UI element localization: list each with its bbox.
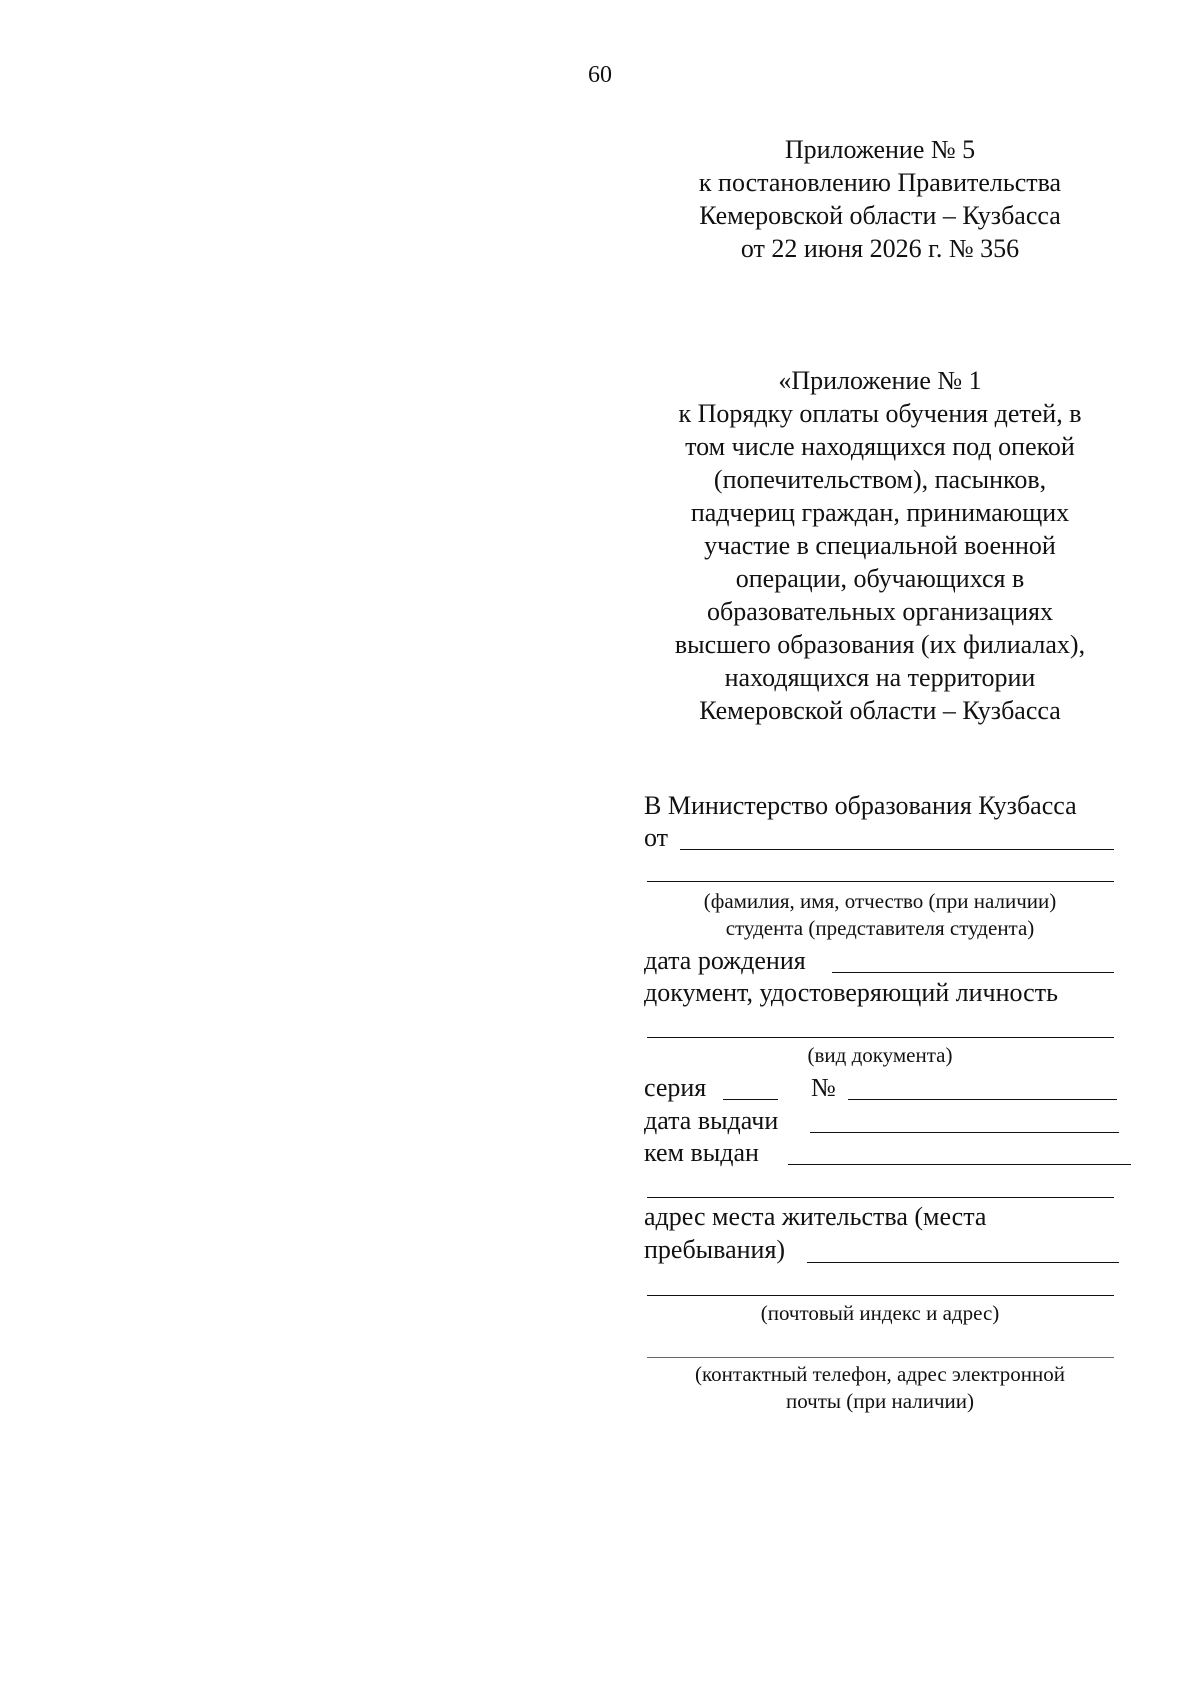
doc-type-caption: (вид документа) (807, 1043, 953, 1067)
annex-ref-line: Кемеровской области – Кузбасса (699, 696, 1061, 725)
annex-ref-line: падчериц граждан, принимающих (690, 498, 1070, 527)
id-document-label: документ, удостоверяющий личность (644, 978, 1058, 1007)
contact-caption-line: (контактный телефон, адрес электронной (695, 1362, 1065, 1386)
birth-date-label: дата рождения (644, 946, 806, 975)
name-caption (645, 888, 1115, 942)
annex-ref-line: том числе находящихся под опекой (685, 432, 1075, 461)
annex-title: Приложение № 5 (784, 135, 976, 164)
annex-ref-line: операции, обучающихся в (735, 564, 1025, 593)
name-caption-line: (фамилия, имя, отчество (при наличии) (703, 889, 1057, 913)
annex-reference (640, 364, 1120, 727)
name-caption-line: студента (представителя студента) (725, 916, 1035, 940)
page-number: 60 (588, 62, 612, 88)
issued-by-field[interactable] (788, 1164, 1131, 1165)
series-field[interactable] (723, 1099, 778, 1100)
issued-by-label: кем выдан (644, 1138, 759, 1167)
annex-ref-line: (попечительством), пасынков, (713, 465, 1047, 494)
number-field[interactable] (848, 1099, 1117, 1100)
issued-by-continuation-field[interactable] (647, 1197, 1114, 1198)
postal-caption: (почтовый индекс и адрес) (760, 1301, 1000, 1325)
postal-address-field[interactable] (647, 1295, 1114, 1296)
issue-date-label: дата выдачи (644, 1106, 779, 1135)
from-label: от (644, 823, 669, 852)
name-continuation-field[interactable] (647, 881, 1114, 882)
issue-date-field[interactable] (810, 1132, 1119, 1133)
address-field[interactable] (807, 1262, 1119, 1263)
annex-header (640, 133, 1120, 265)
series-label: серия (644, 1073, 707, 1102)
number-label: № (811, 1073, 836, 1102)
annex-line: к постановлению Правительства (698, 168, 1062, 197)
annex-date-line: от 22 июня 2026 г. № 356 (740, 234, 1020, 263)
address-label-cont: пребывания) (644, 1235, 786, 1264)
birth-date-field[interactable] (832, 972, 1114, 973)
annex-ref-title: «Приложение № 1 (778, 366, 982, 395)
address-label: адрес места жительства (места (644, 1202, 987, 1231)
contact-caption (645, 1361, 1115, 1415)
contact-field[interactable] (647, 1357, 1114, 1358)
annex-line: Кемеровской области – Кузбасса (699, 201, 1061, 230)
annex-ref-line: участие в специальной военной (704, 531, 1056, 560)
contact-caption-line: почты (при наличии) (785, 1389, 974, 1413)
annex-ref-line: образовательных организациях (707, 597, 1053, 626)
annex-ref-line: к Порядку оплаты обучения детей, в (678, 399, 1082, 428)
addressee-line: В Министерство образования Кузбасса (644, 791, 1077, 820)
from-name-field[interactable] (680, 849, 1114, 850)
annex-ref-line: находящихся на территории (724, 663, 1036, 692)
annex-ref-line: высшего образования (их филиалах), (674, 630, 1086, 659)
doc-type-field[interactable] (647, 1037, 1114, 1038)
